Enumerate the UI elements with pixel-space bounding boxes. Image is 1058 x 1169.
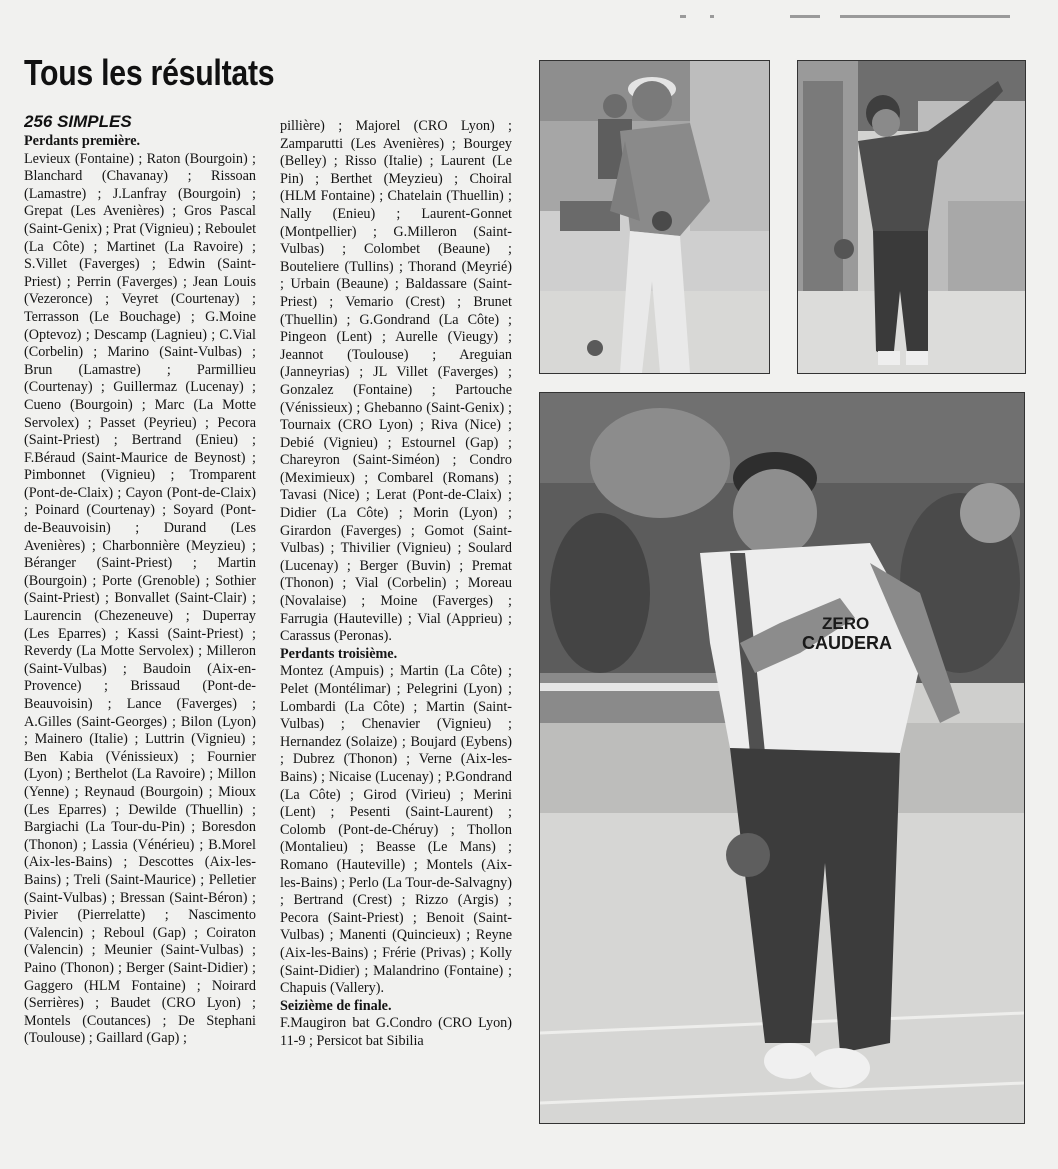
results-text: pillière) ; Majorel (CRO Lyon) ; Zamparutti (Les Avenières) ; Bourgey (Belley) ; Risso (Italie) ; Laurent (Le Pin) ; Berthet (Meyzieu) ; Choiral (HLM Fontaine) ; Chatelain (Thuellin) ; Nally (Enieu) ; Laurent-Gonnet (Montpellier) ; G.Milleron (Saint-Vulbas) ; Colombet (Beaune) ; Bouteliere (Tullins) ; Thorand (Meyrié) ; Urbain (Beaune) ; Baldassare (Saint-Priest) ; Vemario (Crest) ; Brunet (Thuellin) ; G.Gondrand (La Côte) ; Pingeon (Lent) ; Aurelle (Vieugy) ; Jeannot (Toulouse) ; Areguian (Janneyrias) ; JL Villet (Faverges) ; Gonzalez (Fontaine) ; Partouche (Vénissieux) ; Ghebanno (Saint-Genix) ; Tournaix (CRO Lyon) ; Riva (Nice) ; Debié (Vignieu) ; Estournel (Gap) ; Chareyron (Saint-Siméon) ; Condro (Meximieux) ; Combarel (Romans) ; Tavasi (Nice) ; Lerat (Pont-de-Claix) ; Didier (La Côte) ; Morin (Lyon) ; Girardon (Faverges) ; Gomot (Saint-Vulbas) ; Thivilier (Vignieu) ; Soulard (Lucenay) ; Berger (Buvin) ; Premat (Thonon) ; Vial (Corbelin) ; Moreau (Novalaise) ; Moine (Faverges) ; Farrugia (Hauteville) ; Vial (Apprieu) ; Carassus (Peronas). [280,118,512,645]
jersey-text: CAUDERA [802,633,892,653]
photo-player-cap [539,60,770,374]
photo-young-player [797,60,1026,374]
subhead-perdants-troisieme: Perdants troisième. [280,645,398,662]
jersey-text: ZERO [822,614,870,633]
results-column-1 [24,112,256,1130]
subhead-perdants-premiere: Perdants première. [24,133,141,149]
header-rule [640,10,1020,22]
results-text: Levieux (Fontaine) ; Raton (Bourgoin) ; Blanchard (Chavanay) ; Rissoan (Lamastre) ; J.Lanfray (Bourgoin) ; Grepat (Les Avenières) ; Gros Pascal (Saint-Genix) ; Prat (Vignieu) ; Reboulet (La Côte) ; Martinet (La Ravoire) ; S.Villet (Faverges) ; Edwin (Saint-Priest) ; Perrin (Faverges) ; Jean Louis (Vezeronce) ; Veyret (Courtenay) ; Terrasson (Le Bouchage) ; G.Moine (Optevoz) ; Descamp (Lagnieu) ; C.Vial (Corbelin) ; Marino (Saint-Vulbas) ; Brun (Lamastre) ; Parmillieu (Courtenay) ; Guillermaz (Lucenay) ; Cueno (Bourgoin) ; Marc (La Motte Servolex) ; Passet (Peyrieu) ; Pecora (Saint-Priest) ; Bertrand (Enieu) ; F.Béraud (Saint-Maurice de Beynost) ; Pimbonnet (Vignieu) ; Tromparent (Pont-de-Claix) ; Cayon (Pont-de-Claix) ; Poinard (Courtenay) ; Soyard (Pont-de-Beauvoisin) ; Durand (Les Avenières) ; Charbonnière (Meyzieu) ; Béranger (Saint-Priest) ; Martin (Bourgoin) ; Porte (Grenoble) ; Sothier (Saint-Priest) ; Bonvallet (Saint-Clair) ; Laurencin (Chezeneuve) ; Duperray (Les Eparres) ; Kassi (Saint-Priest) ; Reverdy (La Motte Servolex) ; Milleron (Saint-Vulbas) ; Baudoin (Aix-en-Provence) ; Brissaud (Pont-de-Beauvoisin) ; Lance (Faverges) ; A.Gilles (Saint-Georges) ; Bilon (Lyon) ; Mainero (Italie) ; Luttrin (Vignieu) ; Ben Kabia (Vénissieux) ; Fournier (Lyon) ; Berthelot (La Ravoire) ; Millon (Yenne) ; Reynaud (Bourgoin) ; Mioux (Les Eparres) ; Dewilde (Thuellin) ; Bargiachi (La Tour-du-Pin) ; Boresdon (Thonon) ; Lassia (Vénérieu) ; B.Morel (Aix-les-Bains) ; Descottes (Aix-les-Bains) ; Treli (Saint-Maurice) ; Pelletier (Saint-Vulbas) ; Bressan (Saint-Béron) ; Pivier (Pierrelatte) ; Nascimento (Valencin) ; Reboul (Gap) ; Coiraton (Valencin) ; Meunier (Saint-Vulbas) ; Paino (Thonon) ; Berger (Saint-Didier) ; Gaggero (HLM Fontaine) ; Noirard (Serrières) ; Baudet (CRO Lyon) ; Montels (Coutances) ; De Stephani (Toulouse) ; Gaillard (Gap) ; [24,150,256,1047]
results-text: F.Maugiron bat G.Condro (CRO Lyon) 11-9 ; Persicot bat Sibilia [280,1015,512,1049]
subhead-seizieme: Seizième de finale. [280,997,392,1014]
section-title: 256 SIMPLES [24,112,132,131]
results-text: Montez (Ampuis) ; Martin (La Côte) ; Pelet (Montélimar) ; Pelegrini (Lyon) ; Lombardi (La Côte) ; Martin (Saint-Vulbas) ; Chenavier (Vignieu) ; Hernandez (Solaize) ; Boujard (Eybens) ; Dubrez (Thonon) ; Verne (Aix-les-Bains) ; Nicaise (Lucenay) ; P.Gondrand (La Côte) ; Girod (Virieu) ; Merini (Lent) ; Pesenti (Saint-Laurent) ; Colomb (Pont-de-Chéruy) ; Thollon (Montalieu) ; Beasse (Le Mans) ; Romano (Hauteville) ; Montels (Aix-les-Bains) ; Perlo (La Tour-de-Salvagny) ; Bertrand (Crest) ; Rizzo (Argis) ; Pecora (Saint-Priest) ; Benoit (Saint-Vulbas) ; Manenti (Quincieux) ; Reyne (Aix-les-Bains) ; Frérie (Privas) ; Kolly (Saint-Didier) ; Malandrino (Fontaine) ; Chapuis (Vallery). [280,663,512,997]
photo-player-jersey [539,392,1025,1124]
results-column-2 [280,118,512,1136]
page-title: Tous les résultats [24,52,275,93]
